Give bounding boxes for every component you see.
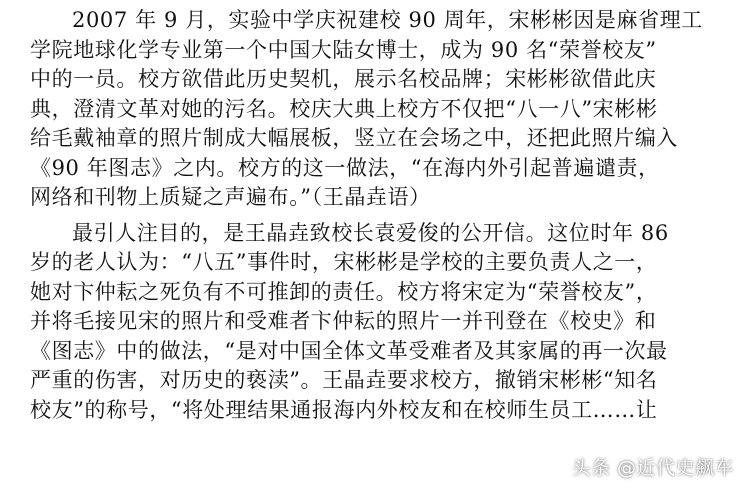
text-line: 给毛戴袖章的照片制成大幅展板，竖立在会场之中，还把此照片编入	[30, 126, 678, 150]
text-line: 网络和刊物上质疑之声遍布。”（王晶垚语）	[30, 185, 431, 209]
text-line: 2007 年 9 月，实验中学庆祝建校 90 周年，宋彬彬因是麻省理工	[72, 8, 703, 32]
text-line: 她对卞仲耘之死负有不可推卸的责任。校方将宋定为“荣誉校友”，	[30, 279, 658, 304]
article-body	[30, 6, 718, 425]
text-line: 岁的老人认为：“八五”事件时，宋彬彬是学校的主要负责人之一，	[30, 250, 658, 274]
text-line: 严重的伤害，对历史的亵渎”。王晶垚要求校方，撤销宋彬彬“知名	[30, 368, 658, 392]
text-line: 《图志》中的做法，“是对中国全体文革受难者及其家属的再一次最	[30, 338, 668, 363]
source-watermark: 头条 @近代史飙车	[571, 457, 734, 479]
text-line: 中的一员。校方欲借此历史契机，展示名校品牌；宋彬彬欲借此庆	[30, 67, 657, 91]
text-line: 最引人注目的，是王晶垚致校长袁爱俊的公开信。这位时年 86	[72, 220, 669, 245]
text-line: 学院地球化学专业第一个中国大陆女博士，成为 90 名“荣誉校友”	[30, 37, 657, 62]
paragraph-1	[30, 6, 718, 213]
text-line: 《90 年图志》之内。校方的这一做法，“在海内外引起普遍谴责，	[30, 155, 660, 180]
text-line: 并将毛接见宋的照片和受难者卞仲耘的照片一并刊登在《校史》和	[30, 309, 657, 333]
text-line: 校友”的称号，“将处理结果通报海内外校友和在校师生员工……让	[30, 397, 658, 422]
text-line: 典，澄清文革对她的污名。校庆大典上校方不仅把“八一八”宋彬彬	[30, 96, 658, 121]
paragraph-2	[30, 219, 718, 426]
